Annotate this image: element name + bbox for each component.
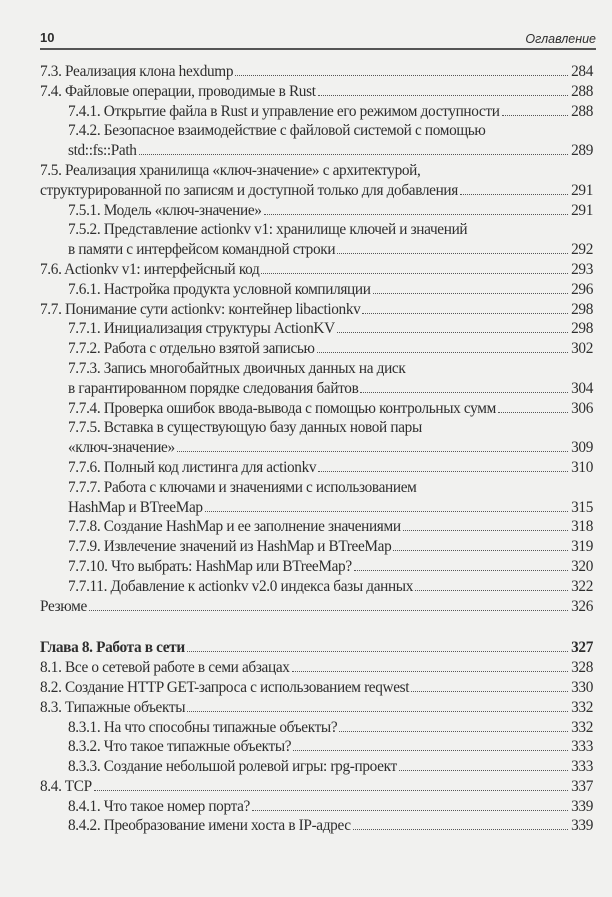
toc-page-number: 298 bbox=[571, 320, 593, 338]
toc-entry bbox=[40, 678, 593, 698]
toc-page-number: 318 bbox=[571, 518, 593, 536]
dot-leader bbox=[411, 691, 568, 692]
toc-entry-title: 8.4.2. Преобразование имени хоста в IP-адрес bbox=[68, 817, 351, 835]
dot-leader bbox=[498, 412, 568, 413]
toc-entry-title: 7.7.9. Извлечение значений из HashMap и BTreeMap bbox=[68, 538, 392, 556]
toc-entry-line bbox=[40, 62, 593, 82]
toc-entry-line bbox=[40, 141, 593, 161]
toc-entry-line bbox=[40, 438, 593, 458]
toc-entry-line bbox=[40, 698, 593, 718]
dot-leader bbox=[362, 313, 568, 314]
toc-page-number: 328 bbox=[571, 659, 593, 677]
toc-entry-line bbox=[40, 597, 593, 617]
toc-entry bbox=[40, 557, 593, 577]
toc-page-number: 333 bbox=[571, 758, 593, 776]
toc-entry bbox=[40, 339, 593, 359]
dot-leader bbox=[337, 332, 568, 333]
toc-entry-title: структурированной по записям и доступной только для добавления bbox=[40, 181, 458, 199]
toc-entry-title: «ключ-значение» bbox=[68, 439, 175, 457]
toc-page-number: 322 bbox=[571, 577, 593, 595]
toc-entry-line bbox=[40, 577, 593, 597]
dot-leader bbox=[360, 392, 568, 393]
toc-entry-title: 7.5. Реализация хранилища «ключ-значение» с архитектурой, bbox=[40, 161, 421, 179]
dot-leader bbox=[354, 570, 568, 571]
dot-leader bbox=[353, 829, 568, 830]
toc-page-number: 310 bbox=[571, 458, 593, 476]
toc-entry-line bbox=[40, 418, 593, 438]
toc-entry-title: 7.4.2. Безопасное взаимодействие с файловой системой с помощью bbox=[68, 122, 486, 140]
toc-page-number: 288 bbox=[571, 82, 593, 100]
dot-leader bbox=[252, 810, 568, 811]
toc-entry-line bbox=[40, 797, 593, 817]
toc-page-number: 309 bbox=[571, 439, 593, 457]
toc-entry bbox=[40, 359, 593, 399]
toc-entry bbox=[40, 161, 593, 201]
toc-entry-title: 7.7. Понимание сути actionkv: контейнер libactionkv bbox=[40, 300, 361, 318]
toc-entry-title: в гарантированном порядке следования байтов bbox=[68, 379, 359, 397]
toc-entry-title: Резюме bbox=[40, 597, 87, 615]
toc-page-number: 332 bbox=[571, 698, 593, 716]
toc-page-number: 284 bbox=[571, 63, 593, 80]
running-title: Оглавление bbox=[525, 32, 596, 46]
toc-entry bbox=[40, 458, 593, 478]
toc-page-number: 337 bbox=[571, 777, 593, 795]
toc-page-number: 296 bbox=[571, 280, 593, 298]
toc-entry bbox=[40, 418, 593, 458]
toc-entry-line bbox=[40, 658, 593, 678]
toc-entry bbox=[40, 399, 593, 419]
dot-leader bbox=[318, 95, 568, 96]
toc-entry-title: 7.7.10. Что выбрать: HashMap или BTreeMap? bbox=[68, 557, 352, 575]
page-number: 10 bbox=[40, 30, 55, 45]
toc-page-number: 315 bbox=[571, 498, 593, 516]
dot-leader bbox=[264, 214, 568, 215]
toc-entry bbox=[40, 698, 593, 718]
toc-entry-title: 7.7.7. Работа с ключами и значениями с использованием bbox=[68, 478, 417, 496]
dot-leader bbox=[502, 115, 568, 116]
dot-leader bbox=[318, 471, 568, 472]
toc-entry bbox=[40, 260, 593, 280]
toc-entry-title: 7.7.2. Работа с отдельно взятой записью bbox=[68, 340, 315, 358]
dot-leader bbox=[235, 75, 568, 76]
toc-entry-title: 7.7.8. Создание HashMap и ее заполнение значениями bbox=[68, 518, 401, 536]
dot-leader bbox=[94, 790, 568, 791]
toc-entry-line bbox=[40, 339, 593, 359]
toc-entry bbox=[40, 220, 593, 260]
toc-entry-title: std::fs::Path bbox=[68, 142, 137, 160]
toc-entry-line bbox=[40, 478, 593, 498]
toc-entry-title: 7.7.3. Запись многобайтных двоичных данных на диск bbox=[68, 359, 406, 377]
toc-entry-line bbox=[40, 737, 593, 757]
toc-entry-line bbox=[40, 718, 593, 738]
toc-chapter-entry bbox=[40, 638, 593, 658]
toc-entry bbox=[40, 816, 593, 836]
dot-leader bbox=[177, 451, 568, 452]
toc-entry bbox=[40, 777, 593, 797]
dot-leader bbox=[393, 550, 568, 551]
dot-leader bbox=[187, 711, 568, 712]
toc-entry-title: 7.7.1. Инициализация структуры ActionKV bbox=[68, 320, 335, 338]
toc-entry-title: 8.4. TCP bbox=[40, 777, 92, 795]
toc-entry-title: 8.4.1. Что такое номер порта? bbox=[68, 797, 250, 815]
dot-leader bbox=[339, 731, 568, 732]
toc-page-number: 292 bbox=[571, 241, 593, 259]
toc-entry-title: 7.7.6. Полный код листинга для actionkv bbox=[68, 458, 317, 476]
dot-leader bbox=[187, 651, 568, 652]
toc-entry bbox=[40, 121, 593, 161]
toc-entry bbox=[40, 300, 593, 320]
toc-page-number: 291 bbox=[571, 201, 593, 219]
toc-entry bbox=[40, 319, 593, 339]
toc-entry-line bbox=[40, 678, 593, 698]
toc-entry-line bbox=[40, 498, 593, 518]
dot-leader bbox=[89, 610, 568, 611]
table-of-contents bbox=[40, 62, 593, 836]
toc-page-number: 330 bbox=[571, 678, 593, 696]
toc-page-number: 339 bbox=[571, 797, 593, 815]
dot-leader bbox=[337, 253, 568, 254]
toc-entry bbox=[40, 718, 593, 738]
toc-entry-title: в памяти с интерфейсом командной строки bbox=[68, 241, 336, 259]
toc-page-number: 320 bbox=[571, 557, 593, 575]
toc-page-number: 306 bbox=[571, 399, 593, 417]
toc-entry-title: 8.3.2. Что такое типажные объекты? bbox=[68, 738, 292, 756]
toc-entry-title: 7.7.5. Вставка в существующую базу данных новой пары bbox=[68, 419, 422, 437]
toc-entry-title: 8.1. Все о сетевой работе в семи абзацах bbox=[40, 659, 290, 677]
toc-entry-title: 7.6. Actionkv v1: интерфейсный код bbox=[40, 260, 260, 278]
toc-entry bbox=[40, 577, 593, 597]
toc-entry-line bbox=[40, 181, 593, 201]
toc-entry-line bbox=[40, 319, 593, 339]
toc-entry-line bbox=[40, 379, 593, 399]
toc-entry-line bbox=[40, 638, 593, 658]
toc-entry-line bbox=[40, 161, 593, 181]
toc-entry bbox=[40, 537, 593, 557]
toc-entry bbox=[40, 517, 593, 537]
toc-entry-line bbox=[40, 557, 593, 577]
toc-page-number: 333 bbox=[571, 738, 593, 756]
toc-entry bbox=[40, 280, 593, 300]
dot-leader bbox=[399, 770, 568, 771]
toc-page-number: 327 bbox=[571, 639, 593, 657]
toc-entry-line bbox=[40, 280, 593, 300]
toc-entry-line bbox=[40, 220, 593, 240]
toc-entry-line bbox=[40, 517, 593, 537]
toc-entry-title: 7.4. Файловые операции, проводимые в Rust bbox=[40, 82, 316, 100]
toc-entry bbox=[40, 102, 593, 122]
toc-entry-title: 7.5.2. Представление actionkv v1: хранилище ключей и значений bbox=[68, 221, 468, 239]
toc-entry bbox=[40, 478, 593, 518]
running-header bbox=[40, 28, 596, 50]
toc-entry-line bbox=[40, 260, 593, 280]
toc-entry-line bbox=[40, 359, 593, 379]
dot-leader bbox=[415, 590, 568, 591]
toc-entry-title: Глава 8. Работа в сети bbox=[40, 639, 185, 657]
toc-page-number: 289 bbox=[571, 142, 593, 160]
toc-entry bbox=[40, 757, 593, 777]
toc-page-number: 293 bbox=[571, 260, 593, 278]
toc-entry-title: 8.3.3. Создание небольшой ролевой игры: rpg-проект bbox=[68, 758, 397, 776]
toc-entry-line bbox=[40, 121, 593, 141]
dot-leader bbox=[292, 671, 568, 672]
toc-entry bbox=[40, 82, 593, 102]
toc-entry-line bbox=[40, 458, 593, 478]
toc-page-number: 332 bbox=[571, 718, 593, 736]
dot-leader bbox=[139, 154, 568, 155]
toc-entry-line bbox=[40, 300, 593, 320]
toc-entry-line bbox=[40, 201, 593, 221]
toc-entry-title: 8.2. Создание HTTP GET-запроса с использованием reqwest bbox=[40, 678, 410, 696]
toc-page-number: 288 bbox=[571, 102, 593, 120]
dot-leader bbox=[261, 273, 568, 274]
toc-entry-title: 7.7.4. Проверка ошибок ввода-вывода с помощью контрольных сумм bbox=[68, 399, 496, 417]
dot-leader bbox=[403, 530, 568, 531]
toc-page-number: 319 bbox=[571, 538, 593, 556]
toc-entry bbox=[40, 201, 593, 221]
dot-leader bbox=[205, 511, 568, 512]
toc-entry bbox=[40, 797, 593, 817]
toc-page-number: 291 bbox=[571, 181, 593, 199]
dot-leader bbox=[293, 750, 568, 751]
toc-page-number: 298 bbox=[571, 300, 593, 318]
toc-entry-line bbox=[40, 816, 593, 836]
dot-leader bbox=[317, 352, 568, 353]
toc-entry bbox=[40, 658, 593, 678]
toc-entry-line bbox=[40, 82, 593, 102]
dot-leader bbox=[373, 293, 568, 294]
toc-entry-line bbox=[40, 757, 593, 777]
toc-entry-title: 7.6.1. Настройка продукта условной компиляции bbox=[68, 280, 371, 298]
toc-entry-title: 7.4.1. Открытие файла в Rust и управление его режимом доступности bbox=[68, 102, 500, 120]
dot-leader bbox=[460, 194, 568, 195]
toc-page-number: 302 bbox=[571, 340, 593, 358]
toc-entry bbox=[40, 62, 593, 82]
toc-page-number: 326 bbox=[571, 597, 593, 615]
toc-entry-title: 7.5.1. Модель «ключ-значение» bbox=[68, 201, 262, 219]
toc-entry-line bbox=[40, 240, 593, 260]
toc-entry-line bbox=[40, 399, 593, 419]
toc-page-number: 339 bbox=[571, 817, 593, 835]
toc-entry bbox=[40, 597, 593, 617]
toc-entry bbox=[40, 737, 593, 757]
toc-entry-line bbox=[40, 777, 593, 797]
toc-entry-line bbox=[40, 537, 593, 557]
toc-entry-line bbox=[40, 102, 593, 122]
toc-entry-title: 8.3.1. На что способны типажные объекты? bbox=[68, 718, 338, 736]
toc-entry-title: 8.3. Типажные объекты bbox=[40, 698, 186, 716]
toc-entry-title: 7.7.11. Добавление к actionkv v2.0 индекса базы данных bbox=[68, 577, 414, 595]
toc-entry-title: 7.3. Реализация клона hexdump bbox=[40, 63, 234, 80]
toc-page-number: 304 bbox=[571, 379, 593, 397]
toc-entry-title: HashMap и BTreeMap bbox=[68, 498, 203, 516]
